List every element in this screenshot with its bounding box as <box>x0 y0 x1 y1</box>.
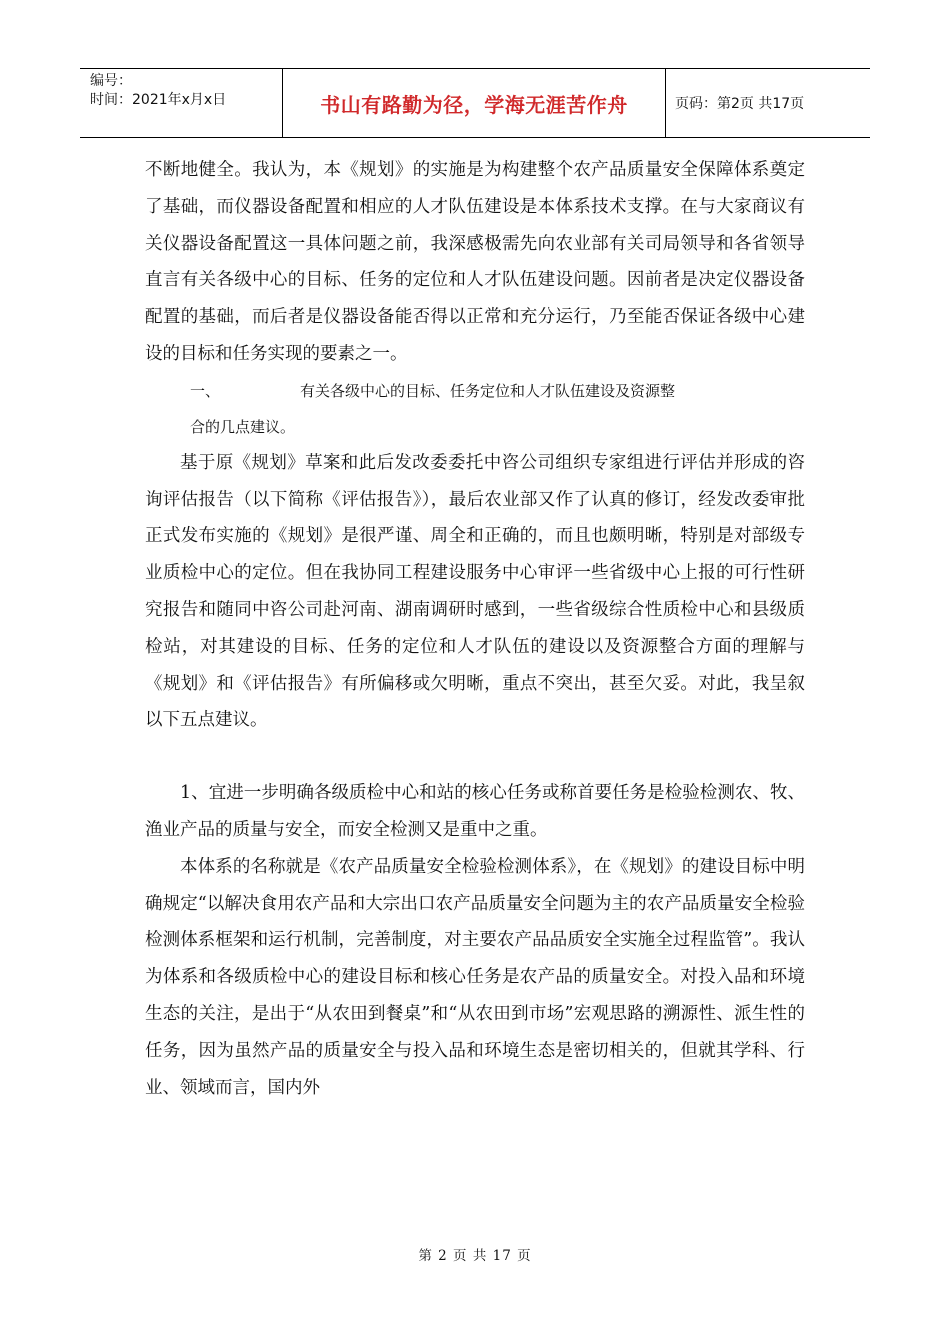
page-footer: 第 2 页 共 17 页 <box>418 1248 532 1264</box>
header-meta-cell <box>80 69 283 137</box>
page-info: 页码：第2页 共17页 <box>675 96 805 112</box>
header-page-cell <box>665 69 870 137</box>
motto-text: 书山有路勤为径，学海无涯苦作舟 <box>320 92 628 117</box>
section-title-continued: 合的几点建议。 <box>190 417 296 436</box>
document-body <box>145 152 805 1106</box>
time-label: 时间：2021年x月x日 <box>90 92 227 108</box>
header-motto-cell <box>283 69 666 137</box>
paragraph-gap <box>145 739 805 775</box>
number-label: 编号： <box>90 73 132 89</box>
paragraph-2: 基于原《规划》草案和此后发改委委托中咨公司组织专家组进行评估并形成的咨询评估报告（以下简称《评估报告》），最后农业部又作了认真的修订，经发改委审批正式发布实施的《规划》是很严谨、周全和正确的，而且也颇明晰，特别是对部级专业质检中心的定位。但在我协同工程建设服务中心审评一些省级中心上报的可行性研究报告和随同中咨公司赴河南、湖南调研时感到，一些省级综合性质检中心和县级质检站，对其建设的目标、任务的定位和人才队伍的建设以及资源整合方面的理解与《规划》和《评估报告》有所偏移或欠明晰，重点不突出，甚至欠妥。对此，我呈叙以下五点建议。 <box>145 452 805 731</box>
paragraph-3: 1、宜进一步明确各级质检中心和站的核心任务或称首要任务是检验检测农、牧、渔业产品的质量与安全，而安全检测又是重中之重。 <box>145 783 805 840</box>
paragraph-1: 不断地健全。我认为，本《规划》的实施是为构建整个农产品质量安全保障体系奠定了基础，而仪器设备配置和相应的人才队伍建设是本体系技术支撑。在与大家商议有关仪器设备配置这一具体问题之前，我深感极需先向农业部有关司局领导和各省领导直言有关各级中心的目标、任务的定位和人才队伍建设问题。因前者是决定仪器设备配置的基础，而后者是仪器设备能否得以正常和充分运行，乃至能否保证各级中心建设的目标和任务实现的要素之一。 <box>145 160 805 364</box>
section-number: 一、 <box>190 381 221 400</box>
paragraph-4: 本体系的名称就是《农产品质量安全检验检测体系》，在《规划》的建设目标中明确规定“以解决食用农产品和大宗出口农产品质量安全问题为主的农产品质量安全检验检测体系框架和运行机制，完善制度，对主要农产品品质安全实施全过程监管”。我认为体系和各级质检中心的建设目标和核心任务是农产品的质量安全。对投入品和环境生态的关注，是出于“从农田到餐桌”和“从农田到市场”宏观思路的溯源性、派生性的任务，因为虽然产品的质量安全与投入品和环境生态是密切相关的，但就其学科、行业、领域而言，国内外 <box>145 856 805 1098</box>
header-table <box>80 68 870 138</box>
section-title: 有关各级中心的目标、任务定位和人才队伍建设及资源整 <box>300 381 676 400</box>
section-heading <box>145 373 805 409</box>
